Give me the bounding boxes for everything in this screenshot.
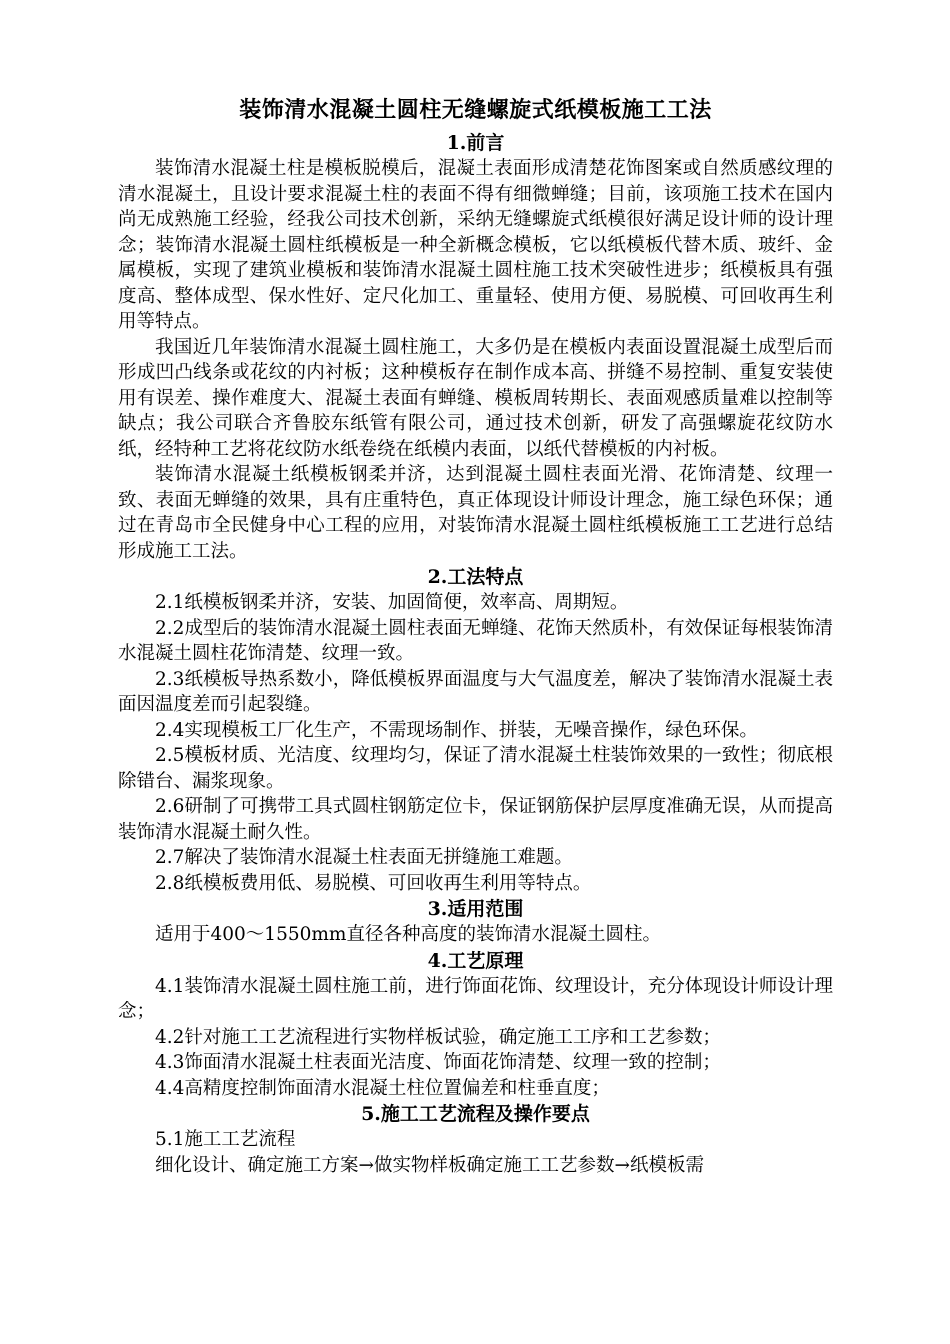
paragraph: 我国近几年装饰清水混凝土圆柱施工，大多仍是在模板内表面设置混凝土成型后而形成凹凸线条或花纹的内衬板；这种模板存在制作成本高、拼缝不易控制、重复安装使用有误差、操作难度大、混凝土表面有蝉缝、模板周转期长、表面观感质量难以控制等缺点；我公司联合齐鲁胶东纸管有限公司，通过技术创新，研发了高强螺旋花纹防水纸，经特种工艺将花纹防水纸卷绕在纸模内表面，以纸代替模板的内衬板。 [118, 336, 833, 460]
list-item: 4.3饰面清水混凝土柱表面光洁度、饰面花饰清楚、纹理一致的控制； [155, 1052, 721, 1073]
document-title: 装饰清水混凝土圆柱无缝螺旋式纸模板施工工法 [239, 97, 712, 123]
document-page [118, 90, 833, 1178]
list-item: 2.4实现模板工厂化生产，不需现场制作、拼装，无噪音操作，绿色环保。 [155, 719, 758, 741]
list-item: 2.5模板材质、光洁度、纹理均匀，保证了清水混凝土柱装饰效果的一致性；彻底根除错台、漏浆现象。 [118, 745, 833, 792]
list-item: 5.1施工工艺流程 [155, 1129, 296, 1150]
list-item: 2.7解决了装饰清水混凝土柱表面无拼缝施工难题。 [155, 847, 573, 868]
list-item: 2.6研制了可携带工具式圆柱钢筋定位卡，保证钢筋保护层厚度准确无误，从而提高装饰清水混凝土耐久性。 [118, 796, 833, 843]
list-item: 2.1纸模板钢柔并济，安装、加固简便，效率高、周期短。 [155, 592, 629, 613]
list-item: 2.3纸模板导热系数小，降低模板界面温度与大气温度差，解决了装饰清水混凝土表面因温度差而引起裂缝。 [118, 668, 833, 715]
list-item: 4.2针对施工工艺流程进行实物样板试验，确定施工工序和工艺参数； [155, 1026, 721, 1048]
list-item: 2.8纸模板费用低、易脱模、可回收再生利用等特点。 [155, 872, 592, 894]
section-heading-process: 5.施工工艺流程及操作要点 [361, 1103, 590, 1125]
paragraph: 装饰清水混凝土纸模板钢柔并济，达到混凝土圆柱表面光滑、花饰清楚、纹理一致、表面无蝉缝的效果，具有庄重特色，真正体现设计师设计理念，施工绿色环保；通过在青岛市全民健身中心工程的应用，对装饰清水混凝土圆柱纸模板施工工艺进行总结形成施工工法。 [118, 464, 833, 562]
list-item: 2.2成型后的装饰清水混凝土圆柱表面无蝉缝、花饰天然质朴，有效保证每根装饰清水混凝土圆柱花饰清楚、纹理一致。 [118, 617, 833, 664]
section-heading-preface: 1.前言 [446, 132, 505, 154]
section-heading-features: 2.工法特点 [427, 566, 524, 588]
section-heading-principle: 4.工艺原理 [427, 949, 524, 972]
list-item: 4.4高精度控制饰面清水混凝土柱位置偏差和柱垂直度； [155, 1077, 610, 1099]
list-item: 4.1装饰清水混凝土圆柱施工前，进行饰面花饰、纹理设计，充分体现设计师设计理念； [118, 975, 833, 1022]
section-heading-scope: 3.适用范围 [427, 898, 524, 920]
paragraph: 装饰清水混凝土柱是模板脱模后，混凝土表面形成清楚花饰图案或自然质感纹理的清水混凝土，且设计要求混凝土柱的表面不得有细微蝉缝；目前，该项施工技术在国内尚无成熟施工经验，经我公司技术创新，采纳无缝螺旋式纸模很好满足设计师的设计理念；装饰清水混凝土圆柱纸模板是一种全新概念模板，它以纸模板代替木质、玻纤、金属模板，实现了建筑业模板和装饰清水混凝土圆柱施工技术突破性进步；纸模板具有强度高、整体成型、保水性好、定尺化加工、重量轻、使用方便、易脱模、可回收再生利用等特点。 [118, 158, 833, 332]
paragraph: 适用于400～1550mm直径各种高度的装饰清水混凝土圆柱。 [155, 924, 661, 945]
paragraph: 细化设计、确定施工方案→做实物样板确定施工工艺参数→纸模板需 [155, 1154, 705, 1176]
